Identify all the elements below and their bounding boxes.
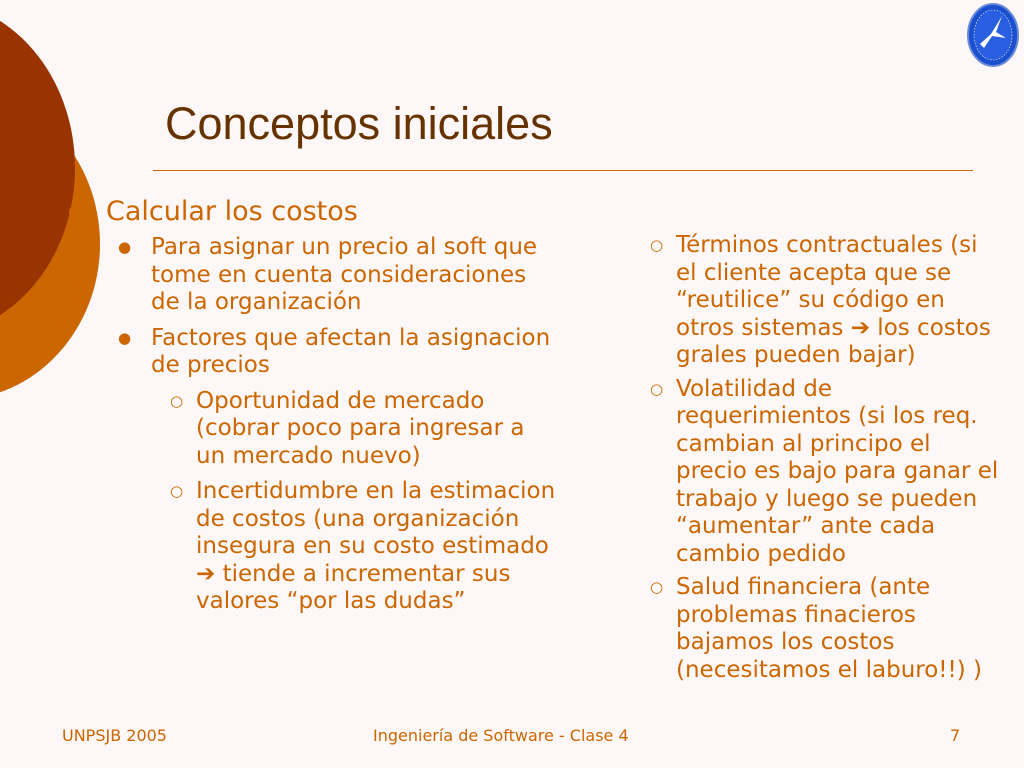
hollow-bullet-icon: ○ [170, 482, 184, 500]
hollow-bullet-icon: ○ [68, 201, 84, 222]
left-column [118, 234, 558, 624]
list-item-text: Factores que afectan la asignacion de precios [151, 324, 551, 378]
hollow-bullet-icon: ○ [650, 578, 664, 596]
level1-text: Calcular los costos [106, 196, 358, 227]
slide-title: Conceptos iniciales [165, 98, 553, 149]
list-item [650, 574, 1000, 684]
list-item [118, 234, 558, 317]
list-item [118, 325, 558, 380]
hollow-bullet-icon: ○ [170, 391, 184, 410]
hollow-bullet-icon: ○ [650, 379, 664, 398]
sub-list-item-text: Oportunidad de mercado (cobrar poco para ingresar a un mercado nuevo) [196, 387, 525, 469]
solid-bullet-icon: ● [118, 328, 132, 347]
university-logo-icon [966, 2, 1020, 68]
footer-center: Ingeniería de Software - Clase 4 [373, 726, 629, 745]
title-divider [153, 170, 973, 171]
footer-left: UNPSJB 2005 [62, 726, 167, 745]
list-item-text: Términos contractuales (si el cliente acepta que se “reutilice” su código en otros sistemas ➔ los costos grales pueden bajar) [676, 232, 991, 368]
list-item [650, 232, 1000, 370]
solid-bullet-icon: ● [118, 238, 132, 256]
hollow-bullet-icon: ○ [650, 236, 664, 254]
list-item-text: Volatilidad de requerimientos (si los req. cambian al principo el precio es bajo para ganar el trabajo y luego se pueden “aumentar” ante cada cambio pedido [676, 375, 999, 567]
sub-list-item [170, 478, 558, 616]
sub-list-item [170, 388, 558, 471]
page-number: 7 [950, 726, 961, 745]
list-item-text: Salud financiera (ante problemas finacieros bajamos los costos (necesitamos el laburo!!) ) [676, 574, 982, 683]
list-item [650, 376, 1000, 569]
sub-list-item-text: Incertidumbre en la estimacion de costos (una organización insegura en su costo estimado ➔ tiende a incrementar sus valores “por las dudas” [196, 478, 556, 614]
list-item-text: Para asignar un precio al soft que tome en cuenta consideraciones de la organización [151, 234, 538, 315]
right-column [650, 232, 1000, 690]
